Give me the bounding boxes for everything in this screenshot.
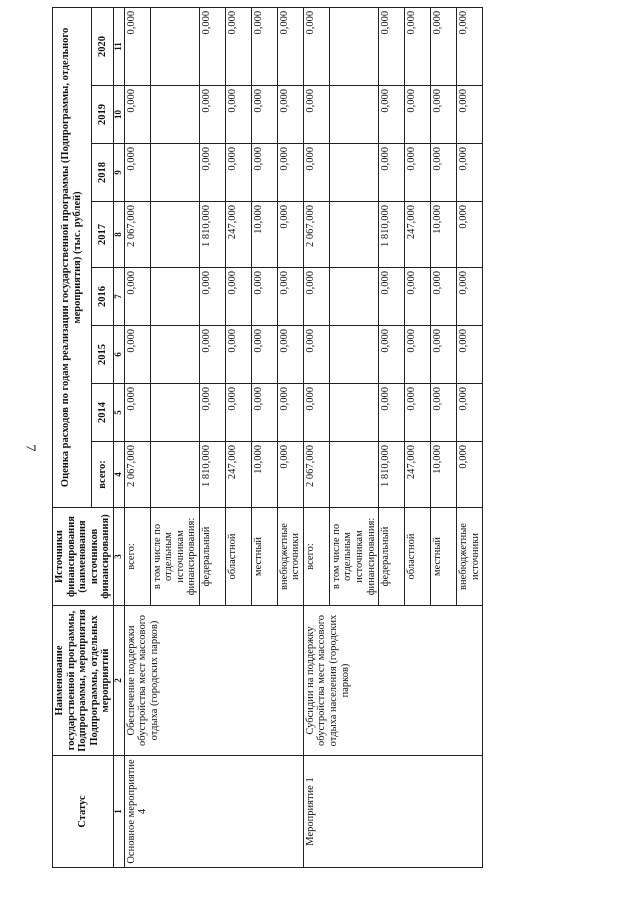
status-cell: Основное мероприятие 4 bbox=[124, 756, 303, 868]
value-cell: 0,000 bbox=[303, 326, 329, 384]
source-cell: областной bbox=[405, 508, 431, 606]
column-number: 1 bbox=[113, 756, 124, 868]
value-cell: 10,000 bbox=[251, 442, 277, 508]
column-number: 6 bbox=[113, 326, 124, 384]
value-cell bbox=[150, 442, 199, 508]
rotated-page bbox=[52, 8, 622, 868]
value-cell: 0,000 bbox=[124, 86, 150, 144]
value-cell bbox=[150, 326, 199, 384]
value-cell: 0,000 bbox=[225, 7, 251, 85]
value-cell bbox=[329, 326, 378, 384]
value-cell: 0,000 bbox=[379, 384, 405, 442]
column-number: 8 bbox=[113, 202, 124, 268]
value-cell: 0,000 bbox=[124, 326, 150, 384]
value-cell bbox=[150, 384, 199, 442]
year-header: 2015 bbox=[91, 326, 113, 384]
value-cell: 0,000 bbox=[303, 7, 329, 85]
value-cell: 0,000 bbox=[225, 268, 251, 326]
value-cell: 0,000 bbox=[251, 268, 277, 326]
value-cell: 0,000 bbox=[457, 144, 483, 202]
value-cell: 0,000 bbox=[225, 144, 251, 202]
value-cell: 0,000 bbox=[124, 384, 150, 442]
source-cell: федеральный bbox=[379, 508, 405, 606]
value-cell: 0,000 bbox=[405, 7, 431, 85]
value-cell bbox=[329, 384, 378, 442]
value-cell: 0,000 bbox=[303, 268, 329, 326]
value-cell: 0,000 bbox=[124, 144, 150, 202]
source-cell: местный bbox=[251, 508, 277, 606]
budget-table bbox=[52, 7, 483, 868]
total-header: всего: bbox=[91, 442, 113, 508]
value-cell: 0,000 bbox=[303, 384, 329, 442]
value-cell: 1 810,000 bbox=[379, 202, 405, 268]
value-cell: 0,000 bbox=[251, 384, 277, 442]
year-header: 2014 bbox=[91, 384, 113, 442]
value-cell bbox=[150, 86, 199, 144]
value-cell: 0,000 bbox=[457, 86, 483, 144]
value-cell: 0,000 bbox=[199, 86, 225, 144]
year-header: 2019 bbox=[91, 86, 113, 144]
value-cell: 2 067,000 bbox=[124, 202, 150, 268]
source-cell: местный bbox=[431, 508, 457, 606]
value-cell: 0,000 bbox=[303, 144, 329, 202]
value-cell: 0,000 bbox=[225, 86, 251, 144]
column-number: 9 bbox=[113, 144, 124, 202]
value-cell: 0,000 bbox=[379, 144, 405, 202]
header-row-1 bbox=[53, 7, 92, 867]
value-cell: 0,000 bbox=[225, 384, 251, 442]
value-cell: 0,000 bbox=[277, 442, 303, 508]
value-cell: 0,000 bbox=[431, 144, 457, 202]
value-cell: 0,000 bbox=[277, 326, 303, 384]
value-cell: 0,000 bbox=[199, 144, 225, 202]
source-cell: всего: bbox=[124, 508, 150, 606]
source-cell: областной bbox=[225, 508, 251, 606]
value-cell: 0,000 bbox=[277, 384, 303, 442]
column-number-row bbox=[113, 7, 124, 867]
value-cell: 2 067,000 bbox=[303, 442, 329, 508]
value-cell: 0,000 bbox=[431, 268, 457, 326]
value-cell bbox=[329, 268, 378, 326]
value-cell: 0,000 bbox=[379, 86, 405, 144]
source-cell: внебюджетные источники bbox=[277, 508, 303, 606]
value-cell bbox=[150, 202, 199, 268]
value-cell: 10,000 bbox=[431, 202, 457, 268]
year-header: 2020 bbox=[91, 7, 113, 85]
value-cell: 0,000 bbox=[457, 268, 483, 326]
value-cell: 0,000 bbox=[199, 384, 225, 442]
status-header: Статус bbox=[53, 756, 114, 868]
value-cell: 0,000 bbox=[199, 268, 225, 326]
value-cell: 0,000 bbox=[457, 202, 483, 268]
value-cell: 0,000 bbox=[277, 86, 303, 144]
value-cell: 1 810,000 bbox=[199, 442, 225, 508]
table-row bbox=[124, 7, 150, 867]
value-cell bbox=[329, 442, 378, 508]
value-cell: 2 067,000 bbox=[303, 202, 329, 268]
value-cell: 0,000 bbox=[225, 326, 251, 384]
value-cell: 0,000 bbox=[199, 326, 225, 384]
value-cell: 0,000 bbox=[303, 86, 329, 144]
value-cell: 0,000 bbox=[379, 326, 405, 384]
value-cell bbox=[150, 7, 199, 85]
value-cell: 247,000 bbox=[225, 442, 251, 508]
value-cell: 0,000 bbox=[405, 144, 431, 202]
value-cell: 0,000 bbox=[431, 7, 457, 85]
value-cell: 0,000 bbox=[277, 202, 303, 268]
value-cell: 0,000 bbox=[431, 86, 457, 144]
source-cell: всего: bbox=[303, 508, 329, 606]
value-cell: 2 067,000 bbox=[124, 442, 150, 508]
value-cell: 0,000 bbox=[457, 384, 483, 442]
name-header: Наименование государственной программы, Подпрограммы, мероприятия Подпрограммы, отдельных мероприятий bbox=[53, 606, 114, 756]
source-cell: федеральный bbox=[199, 508, 225, 606]
source-cell: в том числе по отдельным источникам финансирования: bbox=[329, 508, 378, 606]
page-number: 7 bbox=[22, 444, 38, 452]
table-body bbox=[124, 7, 483, 867]
status-cell: Мероприятие 1 bbox=[303, 756, 482, 868]
value-cell: 0,000 bbox=[199, 7, 225, 85]
value-cell: 247,000 bbox=[405, 202, 431, 268]
value-cell: 0,000 bbox=[405, 384, 431, 442]
value-cell: 0,000 bbox=[251, 86, 277, 144]
estimate-header: Оценка расходов по годам реализации государственной программы (Подпрограммы, отдельного мероприятия) (тыс. рублей) bbox=[53, 7, 92, 507]
value-cell: 0,000 bbox=[379, 7, 405, 85]
column-number: 2 bbox=[113, 606, 124, 756]
value-cell: 0,000 bbox=[251, 326, 277, 384]
value-cell bbox=[329, 7, 378, 85]
column-number: 10 bbox=[113, 86, 124, 144]
value-cell: 0,000 bbox=[379, 268, 405, 326]
value-cell bbox=[329, 202, 378, 268]
table-row bbox=[303, 7, 329, 867]
year-header: 2018 bbox=[91, 144, 113, 202]
value-cell bbox=[150, 268, 199, 326]
value-cell: 0,000 bbox=[277, 7, 303, 85]
value-cell: 0,000 bbox=[405, 326, 431, 384]
value-cell: 1 810,000 bbox=[199, 202, 225, 268]
value-cell: 0,000 bbox=[277, 268, 303, 326]
value-cell: 10,000 bbox=[251, 202, 277, 268]
name-cell: Обеспечение поддержки обустройства мест массового отдыха (городских парков) bbox=[124, 606, 303, 756]
value-cell: 10,000 bbox=[431, 442, 457, 508]
source-header: Источники финансирования (наименования источников финансирования) bbox=[53, 508, 114, 606]
year-header: 2017 bbox=[91, 202, 113, 268]
source-cell: внебюджетные источники bbox=[457, 508, 483, 606]
column-number: 5 bbox=[113, 384, 124, 442]
value-cell: 0,000 bbox=[251, 144, 277, 202]
year-header: 2016 bbox=[91, 268, 113, 326]
value-cell: 0,000 bbox=[405, 268, 431, 326]
column-number: 4 bbox=[113, 442, 124, 508]
value-cell: 0,000 bbox=[124, 268, 150, 326]
value-cell bbox=[150, 144, 199, 202]
value-cell: 0,000 bbox=[431, 326, 457, 384]
source-cell: в том числе по отдельным источникам финансирования: bbox=[150, 508, 199, 606]
value-cell: 0,000 bbox=[124, 7, 150, 85]
value-cell bbox=[329, 144, 378, 202]
value-cell: 0,000 bbox=[405, 86, 431, 144]
column-number: 7 bbox=[113, 268, 124, 326]
column-number: 11 bbox=[113, 7, 124, 85]
column-number: 3 bbox=[113, 508, 124, 606]
value-cell: 0,000 bbox=[457, 442, 483, 508]
value-cell: 0,000 bbox=[457, 7, 483, 85]
value-cell: 247,000 bbox=[225, 202, 251, 268]
value-cell: 247,000 bbox=[405, 442, 431, 508]
value-cell: 0,000 bbox=[251, 7, 277, 85]
name-cell: Субсидии на поддержку обустройства мест массового отдыха населения (городских парков) bbox=[303, 606, 482, 756]
value-cell: 0,000 bbox=[457, 326, 483, 384]
value-cell: 0,000 bbox=[431, 384, 457, 442]
value-cell: 1 810,000 bbox=[379, 442, 405, 508]
value-cell: 0,000 bbox=[277, 144, 303, 202]
value-cell bbox=[329, 86, 378, 144]
